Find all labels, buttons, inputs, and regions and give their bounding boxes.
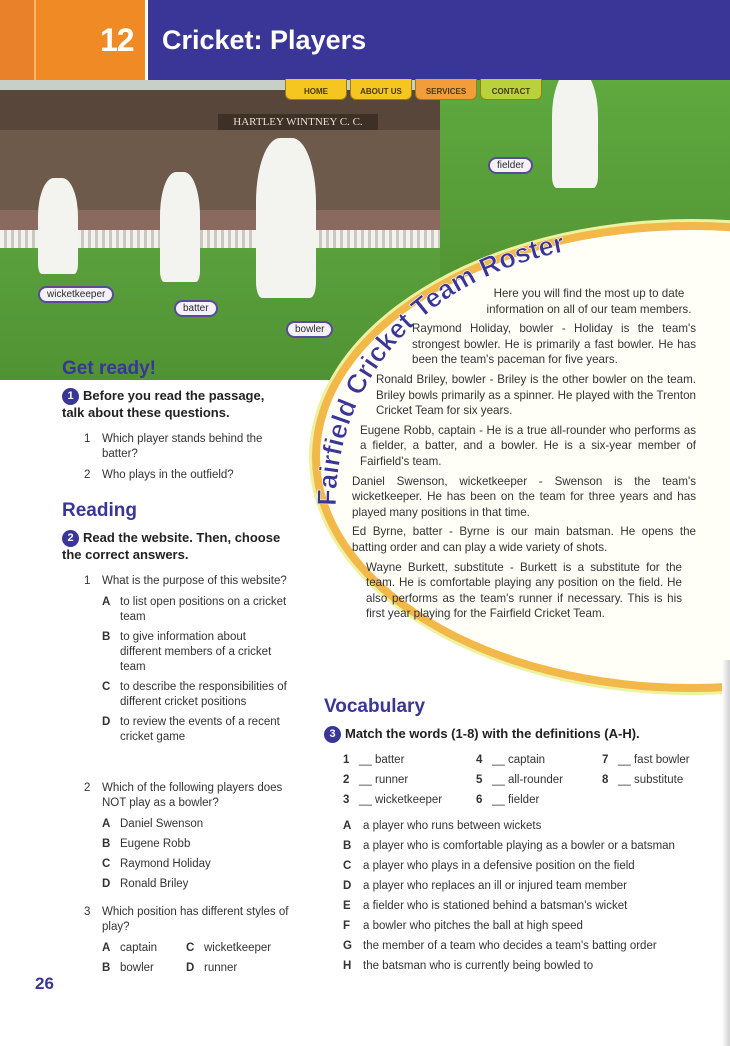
vocab-word[interactable]: 1 __ batter (343, 754, 405, 766)
step-number: 2 (62, 530, 79, 547)
question-item: 2 Who plays in the outfield? (84, 469, 234, 481)
vocab-word[interactable]: 3 __ wicketkeeper (343, 794, 443, 806)
reading-instruction (62, 530, 282, 563)
vocab-word[interactable]: 4 __ captain (476, 754, 546, 766)
batter-figure (160, 172, 200, 282)
answer-option[interactable]: A captain (102, 942, 158, 954)
answer-option[interactable]: C wicketkeeper (186, 942, 272, 954)
step-number: 1 (62, 388, 79, 405)
definition-item: F a bowler who pitches the ball at high speed (343, 920, 583, 932)
roster-body (352, 286, 696, 626)
answer-option[interactable]: B Eugene Robb (102, 838, 191, 850)
nav-tab-home[interactable]: HOME (285, 79, 347, 100)
label-bowler: bowler (286, 321, 333, 338)
answer-option[interactable]: B to give information about different members of a cricket team (102, 631, 272, 673)
instruction-text: Read the website. Then, choose the correct answers. (62, 530, 281, 562)
page-edge-shadow (722, 660, 730, 1046)
wicketkeeper-figure (38, 178, 78, 274)
vocab-word[interactable]: 8 __ substitute (602, 774, 684, 786)
vocab-definitions (343, 820, 713, 980)
vocabulary-heading: Vocabulary (324, 696, 426, 717)
get-ready-heading: Get ready! (62, 358, 156, 379)
answer-option[interactable]: C Raymond Holiday (102, 858, 211, 870)
roster-intro: Here you will find the most up to date information on all of our team members. (486, 287, 692, 316)
definition-item: E a fielder who is stationed behind a batsman's wicket (343, 900, 628, 912)
vocab-word[interactable]: 2 __ runner (343, 774, 409, 786)
reading-question-1: 1 What is the purpose of this website? A to list open positions on a cricket team B to give information about different members of a cricket team C to describe the responsibilities of different cricket positions D to review the events of a recent cricket game (84, 574, 289, 750)
nav-tab-services[interactable]: SERVICES (415, 79, 477, 100)
answer-option[interactable]: D Ronald Briley (102, 878, 189, 890)
unit-number: 12 (100, 22, 134, 58)
definition-item: B a player who is comfortable playing as a bowler or a batsman (343, 840, 675, 852)
definition-item: H the batsman who is currently being bowled to (343, 960, 594, 972)
reading-question-3: 3 Which position has different styles of play? A captain C wicketkeeper B bowler D runner (84, 905, 289, 976)
vocabulary-instruction (324, 726, 640, 743)
answer-option[interactable]: C to describe the responsibilities of different cricket positions (102, 681, 287, 708)
header-accent-strip (0, 0, 36, 92)
definition-item: C a player who plays in a defensive position on the field (343, 860, 635, 872)
roster-entry-byrne: Ed Byrne, batter - Byrne is our main batsman. He opens the batting order and can play a wide variety of shots. (352, 525, 696, 554)
label-batter: batter (174, 300, 218, 317)
answer-option[interactable]: A Daniel Swenson (102, 818, 204, 830)
definition-item: A a player who runs between wickets (343, 820, 542, 832)
instruction-text: Before you read the passage, talk about these questions. (62, 388, 265, 420)
vocab-word[interactable]: 6 __ fielder (476, 794, 540, 806)
roster-entry-holiday: Raymond Holiday, bowler - Holiday is the team's strongest bowler. He is primarily a fast bowler. He has been the team's paceman for five years. (412, 322, 696, 367)
website-nav (285, 79, 542, 100)
reading-heading: Reading (62, 500, 137, 521)
question-item: 1 Which player stands behind the batter? (84, 433, 263, 460)
answer-option[interactable]: B bowler (102, 962, 154, 974)
fielder-figure (552, 80, 598, 188)
get-ready-questions (84, 432, 284, 489)
roster-entry-swenson: Daniel Swenson, wicketkeeper - Swenson is the team's wicketkeeper. He has been on the team for three years and has played many positions in that time. (352, 474, 696, 519)
roster-entry-burkett: Wayne Burkett, substitute - Burkett is a substitute for the team. He is comfortable playing any position on the field. He also performs as the team's runner if necessary. This is his first year playing for the Fairfield Cricket Team. (366, 560, 682, 621)
answer-option[interactable]: A to list open positions on a cricket team (102, 596, 287, 623)
nav-tab-contact[interactable]: CONTACT (480, 79, 542, 100)
roster-entry-briley: Ronald Briley, bowler - Briley is the other bowler on the team. Briley bowls primarily as a spinner. He played with the Trenton Cricket Team for six years. (376, 372, 696, 418)
definition-item: D a player who replaces an ill or injured team member (343, 880, 627, 892)
instruction-text: Match the words (1-8) with the definitions (A-H). (345, 726, 640, 741)
get-ready-instruction (62, 388, 282, 421)
answer-option[interactable]: D runner (186, 962, 238, 974)
unit-title: Cricket: Players (162, 25, 367, 55)
reading-question-2: 2 Which of the following players does NOT play as a bowler? A Daniel Swenson B Eugene Robb C Raymond Holiday D Ronald Briley (84, 781, 289, 897)
roster-entry-robb: Eugene Robb, captain - He is a true all-rounder who performs as a fielder, a batter, and a bowler. He is a six-year member of Fairfield's team. (360, 423, 696, 468)
pavilion-sign: HARTLEY WINTNEY C. C. (218, 114, 378, 130)
vocab-word[interactable]: 5 __ all-rounder (476, 774, 563, 786)
label-fielder: fielder (488, 157, 533, 174)
answer-option[interactable]: D to review the events of a recent cricket game (102, 716, 280, 743)
step-number: 3 (324, 726, 341, 743)
definition-item: G the member of a team who decides a team's batting order (343, 940, 657, 952)
label-wicketkeeper: wicketkeeper (38, 286, 114, 303)
page-number: 26 (35, 974, 54, 993)
roster-title-text: Fairfield Cricket Team Roster (311, 227, 567, 507)
nav-tab-about-us[interactable]: ABOUT US (350, 79, 412, 100)
vocab-word[interactable]: 7 __ fast bowler (602, 754, 690, 766)
